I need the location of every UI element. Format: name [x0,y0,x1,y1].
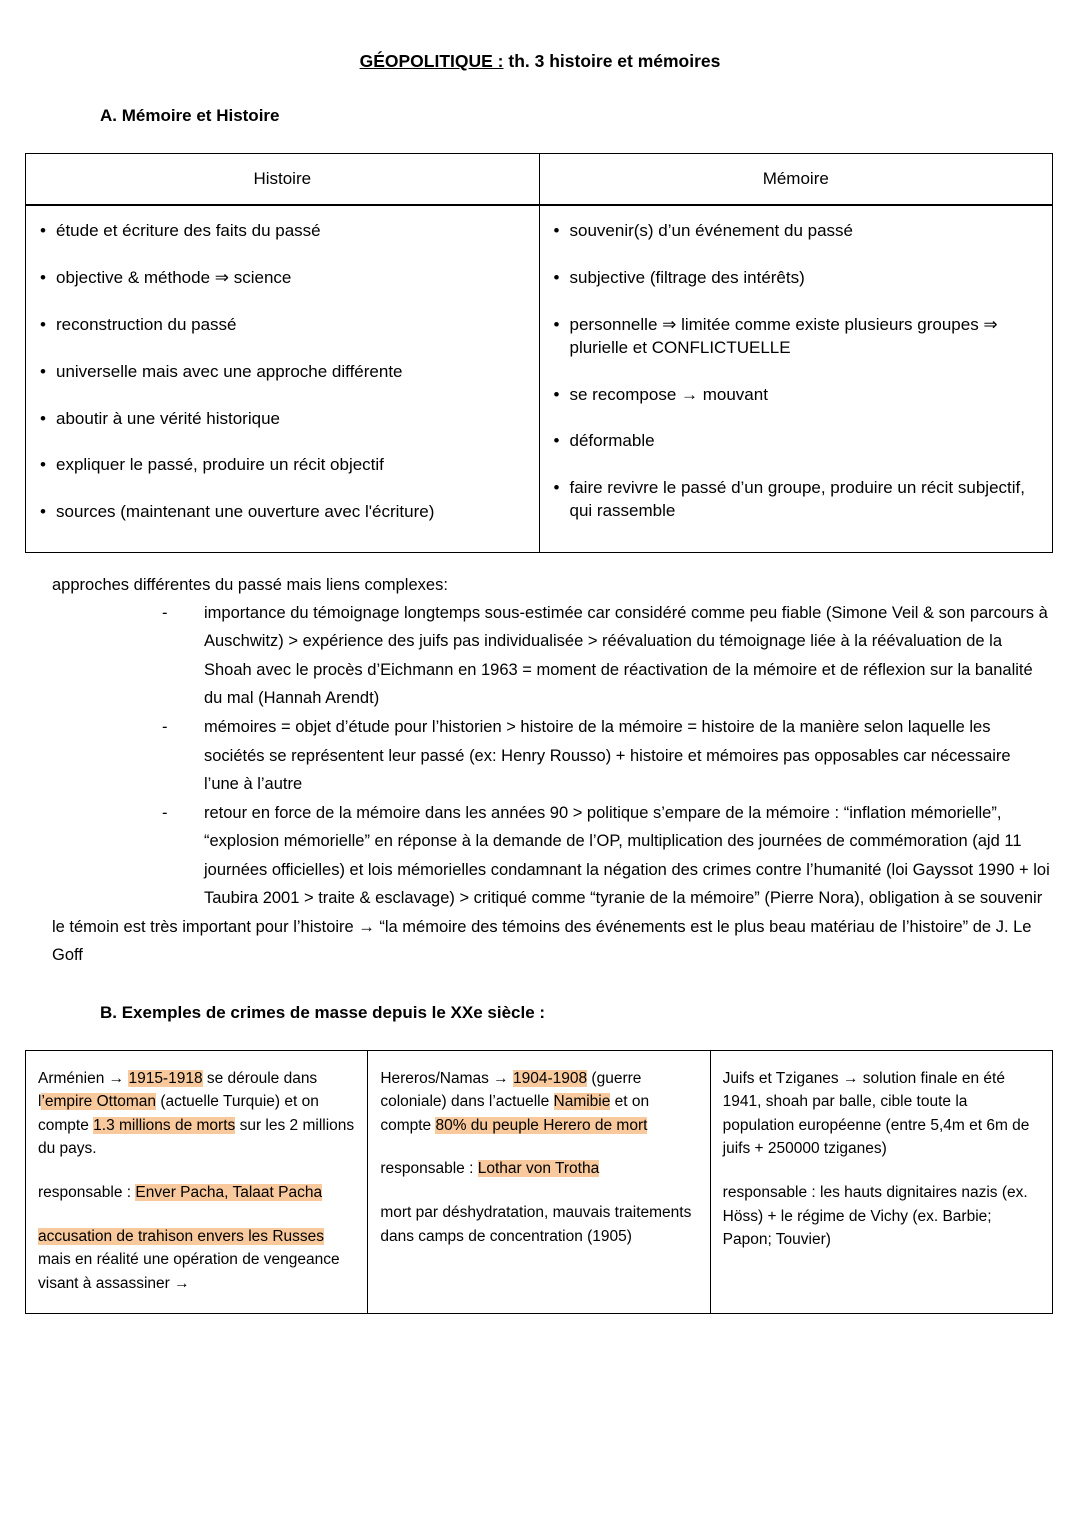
highlight-responsable: Lothar von Trotha [477,1160,600,1178]
list-item: • universelle mais avec une approche différente [40,361,525,384]
highlight-toll: 1.3 millions de morts [93,1116,236,1134]
prose-tail: le témoin est très important pour l’histoire → “la mémoire des témoins des événements est le plus beau matériau de l’histoire” de J. Le Goff [52,917,1032,965]
intro-mid1: se déroule dans l [38,1069,318,1111]
column-header-memoire: Mémoire [539,153,1053,205]
table-row [26,1050,1053,1313]
example-intro [38,1067,355,1161]
example-responsable [723,1181,1040,1252]
list-item: - importance du témoignage longtemps sous-estimée car considéré comme peu fiable (Simone Veil & son parcours à Auschwitz) > expérience des juifs pas individualisée > réévaluation du témoignage liée à la réévaluation de la Shoah avec le procès d’Eichmann en 1963 = moment de réactivation de la mémoire et de réflexion sur la banalité du mal (Hannah Arendt) [162,599,1050,713]
example-intro [723,1067,1040,1161]
intro-pre: Juifs et Tziganes → solution finale en été 1941, shoah par balle, cible toute la population européenne (entre 5,4m et 6m de juifs + 250000 tziganes) [722,1069,1030,1158]
example-intro [380,1067,697,1138]
intro-pre: Arménien → [38,1069,129,1087]
list-item: • expliquer le passé, produire un récit objectif [40,454,525,477]
list-item: • déformable [554,430,1039,453]
prose-lead: approches différentes du passé mais liens complexes: [52,576,448,595]
table-body-row [26,205,1053,553]
cell-hereros-namas [368,1050,710,1313]
example-note [38,1225,355,1296]
list-item: • personnelle ⇒ limitée comme existe plusieurs groupes ⇒ plurielle et CONFLICTUELLE [554,314,1039,360]
memoire-bullet-list [554,220,1039,524]
responsable-label: responsable : [38,1183,136,1201]
page-title [0,0,1080,73]
column-header-histoire: Histoire [26,153,540,205]
example-responsable [380,1157,697,1181]
note-post: mais en réalité une opération de vengeance visant à assassiner → [38,1251,340,1292]
prose-dash-list [52,599,1050,913]
intro-mid1: (guerre coloniale) dans l’actuelle [380,1069,642,1111]
highlight-dates: 1915-1918 [128,1069,203,1087]
list-item: • subjective (filtrage des intérêts) [554,267,1039,290]
example-responsable [38,1181,355,1205]
table-header-row [26,153,1053,205]
intro-mid2: (actuelle Turquie) et on compte [38,1093,319,1134]
histoire-bullet-list [40,220,525,525]
crimes-examples-table [25,1050,1053,1314]
list-item: • souvenir(s) d’un événement du passé [554,220,1039,243]
list-item: - retour en force de la mémoire dans les années 90 > politique s’empare de la mémoire : “inflation mémorielle”, “explosion mémorielle” en réponse à la demande de l’OP, multiplication des journées de commémoration (ajd 11 journées officielles) et lois mémorielles condamnant la négation des crimes contre l’humanité (loi Gayssot 1990 + loi Taubira 2001 > traite & esclavage) > critiqué comme “tyranie de la mémoire” (Pierre Nora), obligation à se souvenir [162,799,1050,913]
highlight-place: ’empire Ottoman [41,1093,157,1111]
cell-juifs-tziganes [710,1050,1052,1313]
cell-histoire [26,205,540,553]
highlight-toll: 80% du peuple Herero de mort [435,1116,648,1134]
highlight-place: Namibie [553,1093,611,1111]
histoire-memoire-table [25,153,1053,554]
responsable-label: responsable : [380,1160,478,1178]
list-item: • étude et écriture des faits du passé [40,220,525,243]
list-item: - mémoires = objet d’étude pour l’historien > histoire de la mémoire = histoire de la manière selon laquelle les sociétés se représentent leur passé (ex: Henry Rousso) + histoire et mémoires pas opposables car nécessaire l’une à l’autre [162,713,1050,799]
page-title-underlined: GÉOPOLITIQUE : [359,51,504,71]
list-item: • faire revivre le passé d’un groupe, produire un récit subjectif, qui rassemble [554,477,1039,523]
example-note [380,1201,697,1248]
highlight-note: accusation de trahison envers les Russes [38,1227,325,1245]
intro-post: sur les 2 millions du pays. [38,1116,355,1158]
list-item: • reconstruction du passé [40,314,525,337]
highlight-responsable: Enver Pacha, Talaat Pacha [135,1183,323,1201]
list-item: • sources (maintenant une ouverture avec l'écriture) [40,501,525,524]
responsable-label: responsable : les hauts dignitaires nazis (ex. Höss) + le régime de Vichy (ex. Barbie; Papon; Touvier) [722,1183,1028,1249]
section-b-heading: B. Exemples de crimes de masse depuis le XXe siècle : [100,1002,546,1022]
section-a-heading: A. Mémoire et Histoire [100,105,280,125]
highlight-dates: 1904-1908 [512,1069,588,1087]
list-item: • objective & méthode ⇒ science [40,267,525,290]
note-post: mort par déshydratation, mauvais traitements dans camps de concentration (1905) [380,1203,692,1245]
cell-armenien [26,1050,368,1313]
page-title-rest: th. 3 histoire et mémoires [503,51,721,71]
intro-mid2: et on compte [380,1093,650,1134]
list-item: • aboutir à une vérité historique [40,408,525,431]
cell-memoire [539,205,1053,553]
prose-block [0,573,1080,969]
intro-pre: Hereros/Namas → [380,1069,513,1087]
list-item: • se recompose → mouvant [554,384,1039,407]
